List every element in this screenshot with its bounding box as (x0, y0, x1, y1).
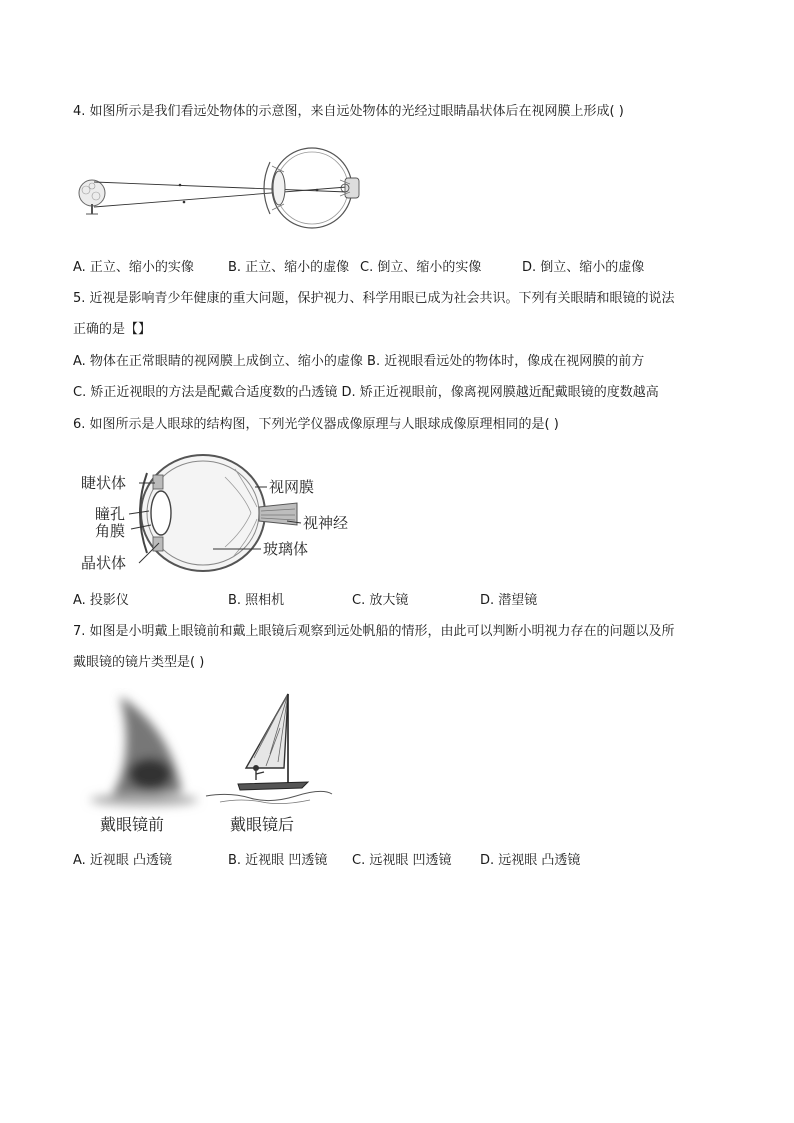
q4-option-a: A. 正立、缩小的实像 (73, 260, 194, 275)
q5-options-line2: C. 矫正近视眼的方法是配戴合适度数的凸透镜 D. 矫正近视眼前，像离视网膜越近配戴眼镜的度数越高 (73, 385, 659, 400)
label-retina: 视网膜 (269, 478, 315, 496)
label-vitreous-body: 玻璃体 (263, 540, 309, 558)
tree-icon (79, 180, 105, 214)
q4-option-b: B. 正立、缩小的虚像 (228, 260, 350, 275)
q6-option-a: A. 投影仪 (73, 593, 129, 608)
q6-option-c: C. 放大镜 (352, 593, 409, 608)
q6-option-b: B. 照相机 (228, 593, 285, 608)
clear-sailboat-image (206, 694, 332, 804)
q4-option-c: C. 倒立、缩小的实像 (360, 260, 482, 275)
q6-stem: 6. 如图所示是人眼球的结构图，下列光学仪器成像原理与人眼球成像原理相同的是( ) (73, 417, 559, 432)
caption-after-glasses: 戴眼镜后 (230, 815, 295, 834)
q6-option-d: D. 潜望镜 (480, 593, 538, 608)
q4-option-d: D. 倒立、缩小的虚像 (522, 260, 645, 275)
label-optic-nerve: 视神经 (303, 514, 349, 532)
q6-eyeball-structure-diagram (75, 447, 365, 579)
q7-option-b: B. 近视眼 凹透镜 (228, 853, 328, 868)
q7-option-c: C. 远视眼 凹透镜 (352, 853, 452, 868)
q4-eye-diagram (72, 140, 362, 230)
q7-option-d: D. 远视眼 凸透镜 (480, 853, 581, 868)
q7-sailboat-comparison-figure (70, 688, 340, 836)
caption-before-glasses: 戴眼镜前 (100, 815, 165, 834)
label-lens: 晶状体 (81, 554, 127, 572)
label-cornea: 角膜 (95, 522, 126, 540)
q7-option-a: A. 近视眼 凸透镜 (73, 853, 173, 868)
q7-stem-line1: 7. 如图是小明戴上眼镜前和戴上眼镜后观察到远处帆船的情形，由此可以判断小明视力存在的问题以及所 (73, 624, 675, 639)
q5-stem-line2: 正确的是【】 (73, 322, 152, 337)
blurry-sailboat-image (90, 696, 198, 806)
label-ciliary-body: 睫状体 (81, 474, 127, 492)
q5-stem-line1: 5. 近视是影响青少年健康的重大问题，保护视力、科学用眼已成为社会共识。下列有关眼睛和眼镜的说法 (73, 291, 675, 306)
eye-icon (264, 148, 359, 228)
label-pupil: 瞳孔 (95, 505, 126, 523)
q5-options-line1: A. 物体在正常眼睛的视网膜上成倒立、缩小的虚像 B. 近视眼看远处的物体时，像成在视网膜的前方 (73, 354, 645, 369)
q7-stem-line2: 戴眼镜的镜片类型是( ) (73, 655, 205, 670)
q4-stem: 4. 如图所示是我们看远处物体的示意图，来自远处物体的光经过眼睛晶状体后在视网膜上形成( ) (73, 104, 624, 119)
